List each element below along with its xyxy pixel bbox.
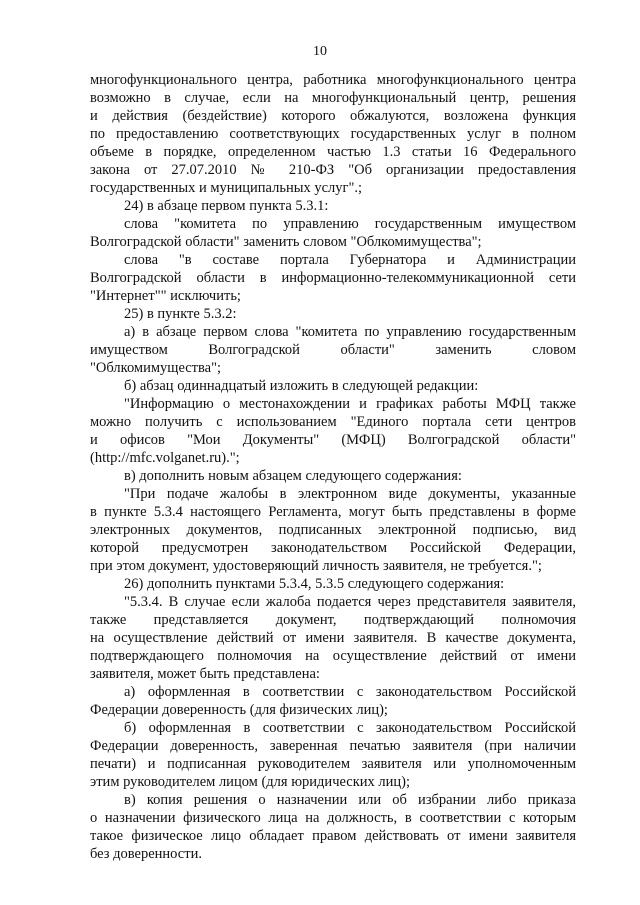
text-line: подтверждающего полномочия на осуществление действий от имени (90, 648, 576, 664)
text-line: Федерации доверенность, заверенная печатью заявителя (при наличии (90, 738, 576, 754)
text-line: без доверенности. (90, 846, 202, 862)
page-number: 10 (313, 44, 327, 59)
text-line: "5.3.4. В случае если жалоба подается через представителя заявителя, (124, 594, 576, 610)
text-line: в) дополнить новым абзацем следующего содержания: (124, 468, 462, 484)
text-line: "Облкомимущества"; (90, 360, 222, 376)
text-line: при этом документ, удостоверяющий личность заявителя, не требуется."; (90, 558, 542, 574)
text-line: государственных и муниципальных услуг".; (90, 180, 363, 196)
text-line: Волгоградской области в информационно-телекоммуникационной сети (90, 270, 576, 286)
text-line: а) оформленная в соответствии с законодательством Российской (124, 684, 576, 700)
text-line: б) абзац одиннадцатый изложить в следующей редакции: (124, 378, 479, 394)
text-line: этим руководителем лицом (для юридических лиц); (90, 774, 411, 790)
document-body (90, 71, 576, 863)
text-line: слова "комитета по управлению государственным имуществом (124, 216, 576, 232)
text-line: такое физическое лицо обладает правом действовать от имени заявителя (90, 828, 576, 844)
text-line: многофункционального центра, работника многофункционального центра (90, 72, 576, 88)
text-line: закона от 27.07.2010 № 210-ФЗ "Об организации предоставления (90, 162, 576, 178)
text-line: "Информацию о местонахождении и графиках работы МФЦ также (124, 396, 576, 412)
text-line: а) в абзаце первом слова "комитета по управлению государственным (124, 324, 576, 340)
text-line: б) оформленная в соответствии с законодательством Российской (124, 720, 576, 736)
text-line: в пункте 5.3.4 настоящего Регламента, могут быть представлены в форме (90, 504, 576, 520)
text-line: имуществом Волгоградской области" заменить словом (90, 342, 576, 358)
text-line: "При подаче жалобы в электронном виде документы, указанные (124, 486, 576, 502)
text-line: и действия (бездействие) которого обжалуются, возложена функция (90, 108, 576, 124)
text-line: Федерации доверенность (для физических лиц); (90, 702, 388, 718)
text-line: заявителя, может быть представлена: (90, 666, 320, 682)
text-line: Волгоградской области" заменить словом "Облкомимущества"; (90, 234, 482, 250)
text-line: 25) в пункте 5.3.2: (124, 306, 237, 322)
text-line: и офисов "Мои Документы" (МФЦ) Волгоградской области" (90, 432, 576, 448)
text-line: также представляется документ, подтверждающий полномочия (90, 612, 576, 628)
text-line: (http://mfc.volganet.ru)."; (90, 450, 240, 466)
text-line: слова "в составе портала Губернатора и Администрации (124, 252, 576, 268)
text-line: печати) и подписанная руководителем заявителя или уполномоченным (90, 756, 576, 772)
text-line: 26) дополнить пунктами 5.3.4, 5.3.5 следующего содержания: (124, 576, 505, 592)
text-line: возможно в случае, если на многофункциональный центр, решения (90, 90, 576, 106)
text-line: в) копия решения о назначении или об избрании либо приказа (124, 792, 576, 808)
text-line: электронных документов, подписанных электронной подписью, вид (90, 522, 576, 538)
text-line: "Интернет"" исключить; (90, 288, 241, 304)
text-line: объеме в порядке, определенном частью 1.3 статьи 16 Федерального (90, 144, 576, 160)
text-line: о назначении физического лица на должность, в соответствии с которым (90, 810, 576, 826)
text-line: можно получить с использованием "Единого портала сети центров (90, 414, 576, 430)
text-line: которой предусмотрен законодательством Российской Федерации, (90, 540, 576, 556)
text-line: на осуществление действий от имени заявителя. В качестве документа, (90, 630, 576, 646)
text-line: 24) в абзаце первом пункта 5.3.1: (124, 198, 329, 214)
text-line: по предоставлению соответствующих государственных услуг в полном (90, 126, 576, 142)
